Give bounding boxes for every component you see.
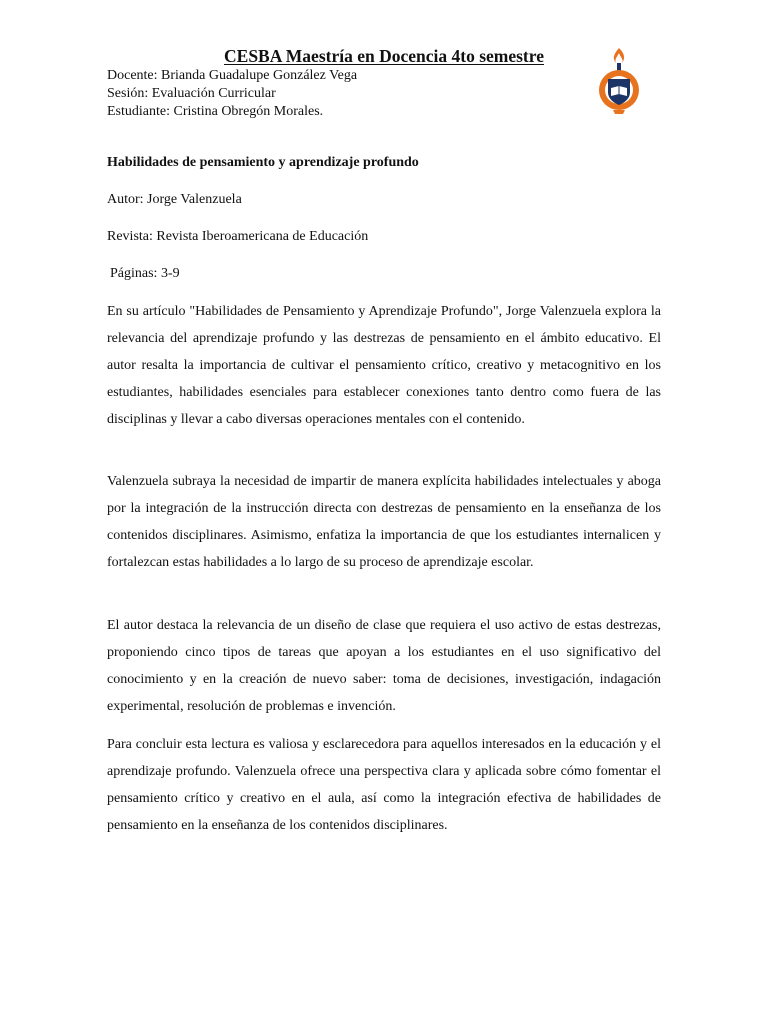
cesba-logo-icon	[593, 46, 645, 116]
docente-line: Docente: Brianda Guadalupe González Vega	[107, 68, 358, 83]
document-title: CESBA Maestría en Docencia 4to semestre	[224, 46, 544, 66]
revista-line: Revista: Revista Iberoamericana de Educación	[107, 229, 369, 244]
paragraph-2: Valenzuela subraya la necesidad de impartir de manera explícita habilidades intelectuales y aboga por la integración de la instrucción directa con destrezas de pensamiento en la enseñanza de los contenidos disciplinares. Asimismo, enfatiza la importancia de que los estudiantes internalicen y fortalezcan estas habilidades a lo largo de su proceso de aprendizaje escolar.	[107, 474, 661, 570]
section-title: Habilidades de pensamiento y aprendizaje profundo	[107, 155, 419, 170]
autor-line: Autor: Jorge Valenzuela	[107, 192, 242, 207]
header-meta	[107, 67, 357, 120]
flame-icon	[614, 48, 624, 63]
estudiante-line: Estudiante: Cristina Obregón Morales.	[107, 103, 324, 119]
sesion-line: Sesión: Evaluación Curricular	[107, 85, 276, 101]
paragraph-1: En su artículo "Habilidades de Pensamiento y Aprendizaje Profundo", Jorge Valenzuela explora la relevancia del aprendizaje profundo y las destrezas de pensamiento en el ámbito educativo. El autor resalta la importancia de cultivar el pensamiento crítico, creativo y metacognitivo en los estudiantes, habilidades esenciales para establecer conexiones tanto dentro como fuera de las disciplinas y llevar a cabo diversas operaciones mentales con el contenido.	[107, 304, 661, 427]
paragraph-4: Para concluir esta lectura es valiosa y esclarecedora para aquellos interesados en la educación y el aprendizaje profundo. Valenzuela ofrece una perspectiva clara y aplicada sobre cómo fomentar el pensamiento crítico y creativo en el aula, así como la integración efectiva de habilidades de pensamiento en la enseñanza de los contenidos disciplinares.	[107, 737, 661, 833]
paginas-line: Páginas: 3-9	[110, 266, 180, 281]
paragraph-3: El autor destaca la relevancia de un diseño de clase que requiera el uso activo de estas destrezas, proponiendo cinco tipos de tareas que apoyan a los estudiantes en el uso significativo del conocimiento y en la creación de nuevo saber: toma de decisiones, investigación, indagación experimental, resolución de problemas e invención.	[107, 618, 661, 714]
